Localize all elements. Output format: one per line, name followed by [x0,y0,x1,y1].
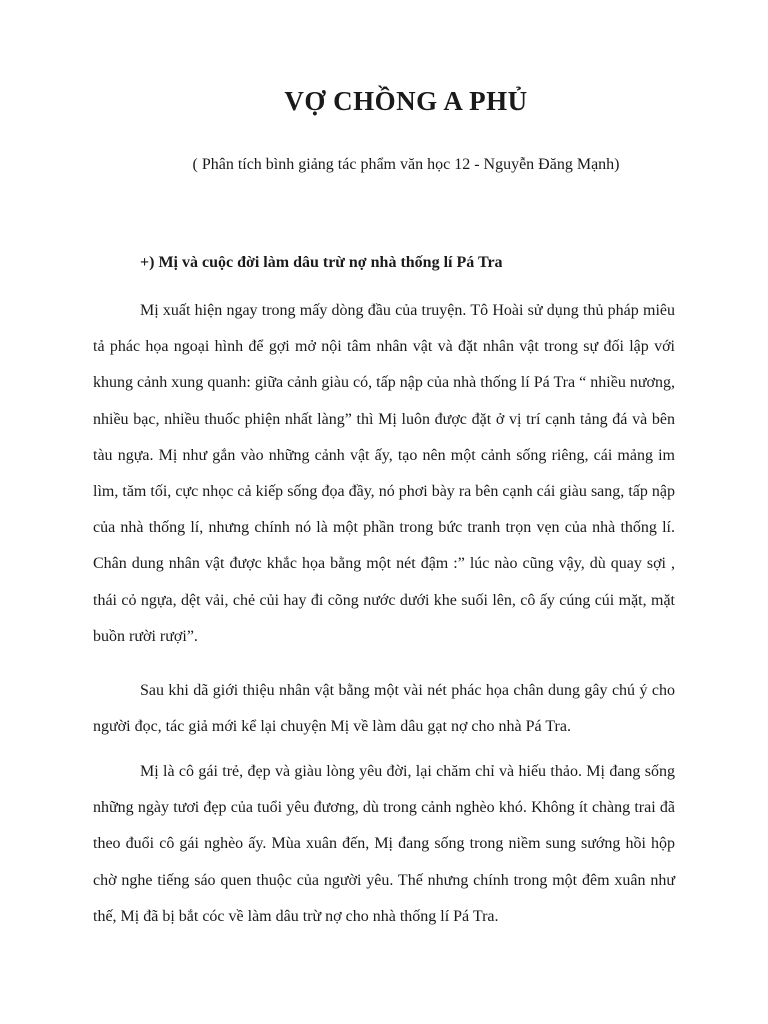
paragraph-2: Sau khi dã giới thiệu nhân vật bằng một vài nét phác họa chân dung gây chú ý cho người đọc, tác giả mới kể lại chuyện Mị về làm dâu gạt nợ cho nhà Pá Tra. [93,682,675,736]
document-title: VỢ CHỒNG A PHỦ [284,86,528,116]
paragraph-1: Mị xuất hiện ngay trong mấy dòng đầu của truyện. Tô Hoài sử dụng thủ pháp miêu tả phác họa ngoại hình để gợi mở nội tâm nhân vật và đặt nhân vật trong sự đối lập với khung cảnh xung quanh: giữa cảnh giàu có, tấp nập của nhà thống lí Pá Tra “ nhiều nương, nhiều bạc, nhiều thuốc phiện nhất làng” thì Mị luôn được đặt ở vị trí cạnh tảng đá và bên tàu ngựa. Mị như gắn vào những cảnh vật ấy, tạo nên một cảnh sống riêng, cái mảng im lìm, tăm tối, cực nhọc cả kiếp sống đọa đầy, nó phơi bày ra bên cạnh cái giàu sang, tấp nập của nhà thống lí, nhưng chính nó là một phần trong bức tranh trọn vẹn của nhà thống lí. Chân dung nhân vật được khắc họa bằng một nét đậm :” lúc nào cũng vậy, dù quay sợi , thái cỏ ngựa, dệt vải, chẻ củi hay đi cõng nước dưới khe suối lên, cô ấy cúng cúi mặt, mặt buồn rười rượi”. [93,302,675,645]
section-heading: +) Mị và cuộc đời làm dâu trừ nợ nhà thống lí Pá Tra [140,254,503,271]
document-subtitle: ( Phân tích bình giảng tác phẩm văn học 12 - Nguyễn Đăng Mạnh) [192,156,620,173]
paragraph-3: Mị là cô gái trẻ, đẹp và giàu lòng yêu đời, lại chăm chỉ và hiếu thảo. Mị đang sống những ngày tươi đẹp của tuổi yêu đương, dù trong cảnh nghèo khó. Không ít chàng trai đã theo đuổi cô gái nghèo ấy. Mùa xuân đến, Mị đang sống trong niềm sung sướng hồi hộp chờ nghe tiếng sáo quen thuộc của người yêu. Thế nhưng chính trong một đêm xuân như thế, Mị đã bị bắt cóc về làm dâu trừ nợ cho nhà thống lí Pá Tra. [93,763,675,925]
